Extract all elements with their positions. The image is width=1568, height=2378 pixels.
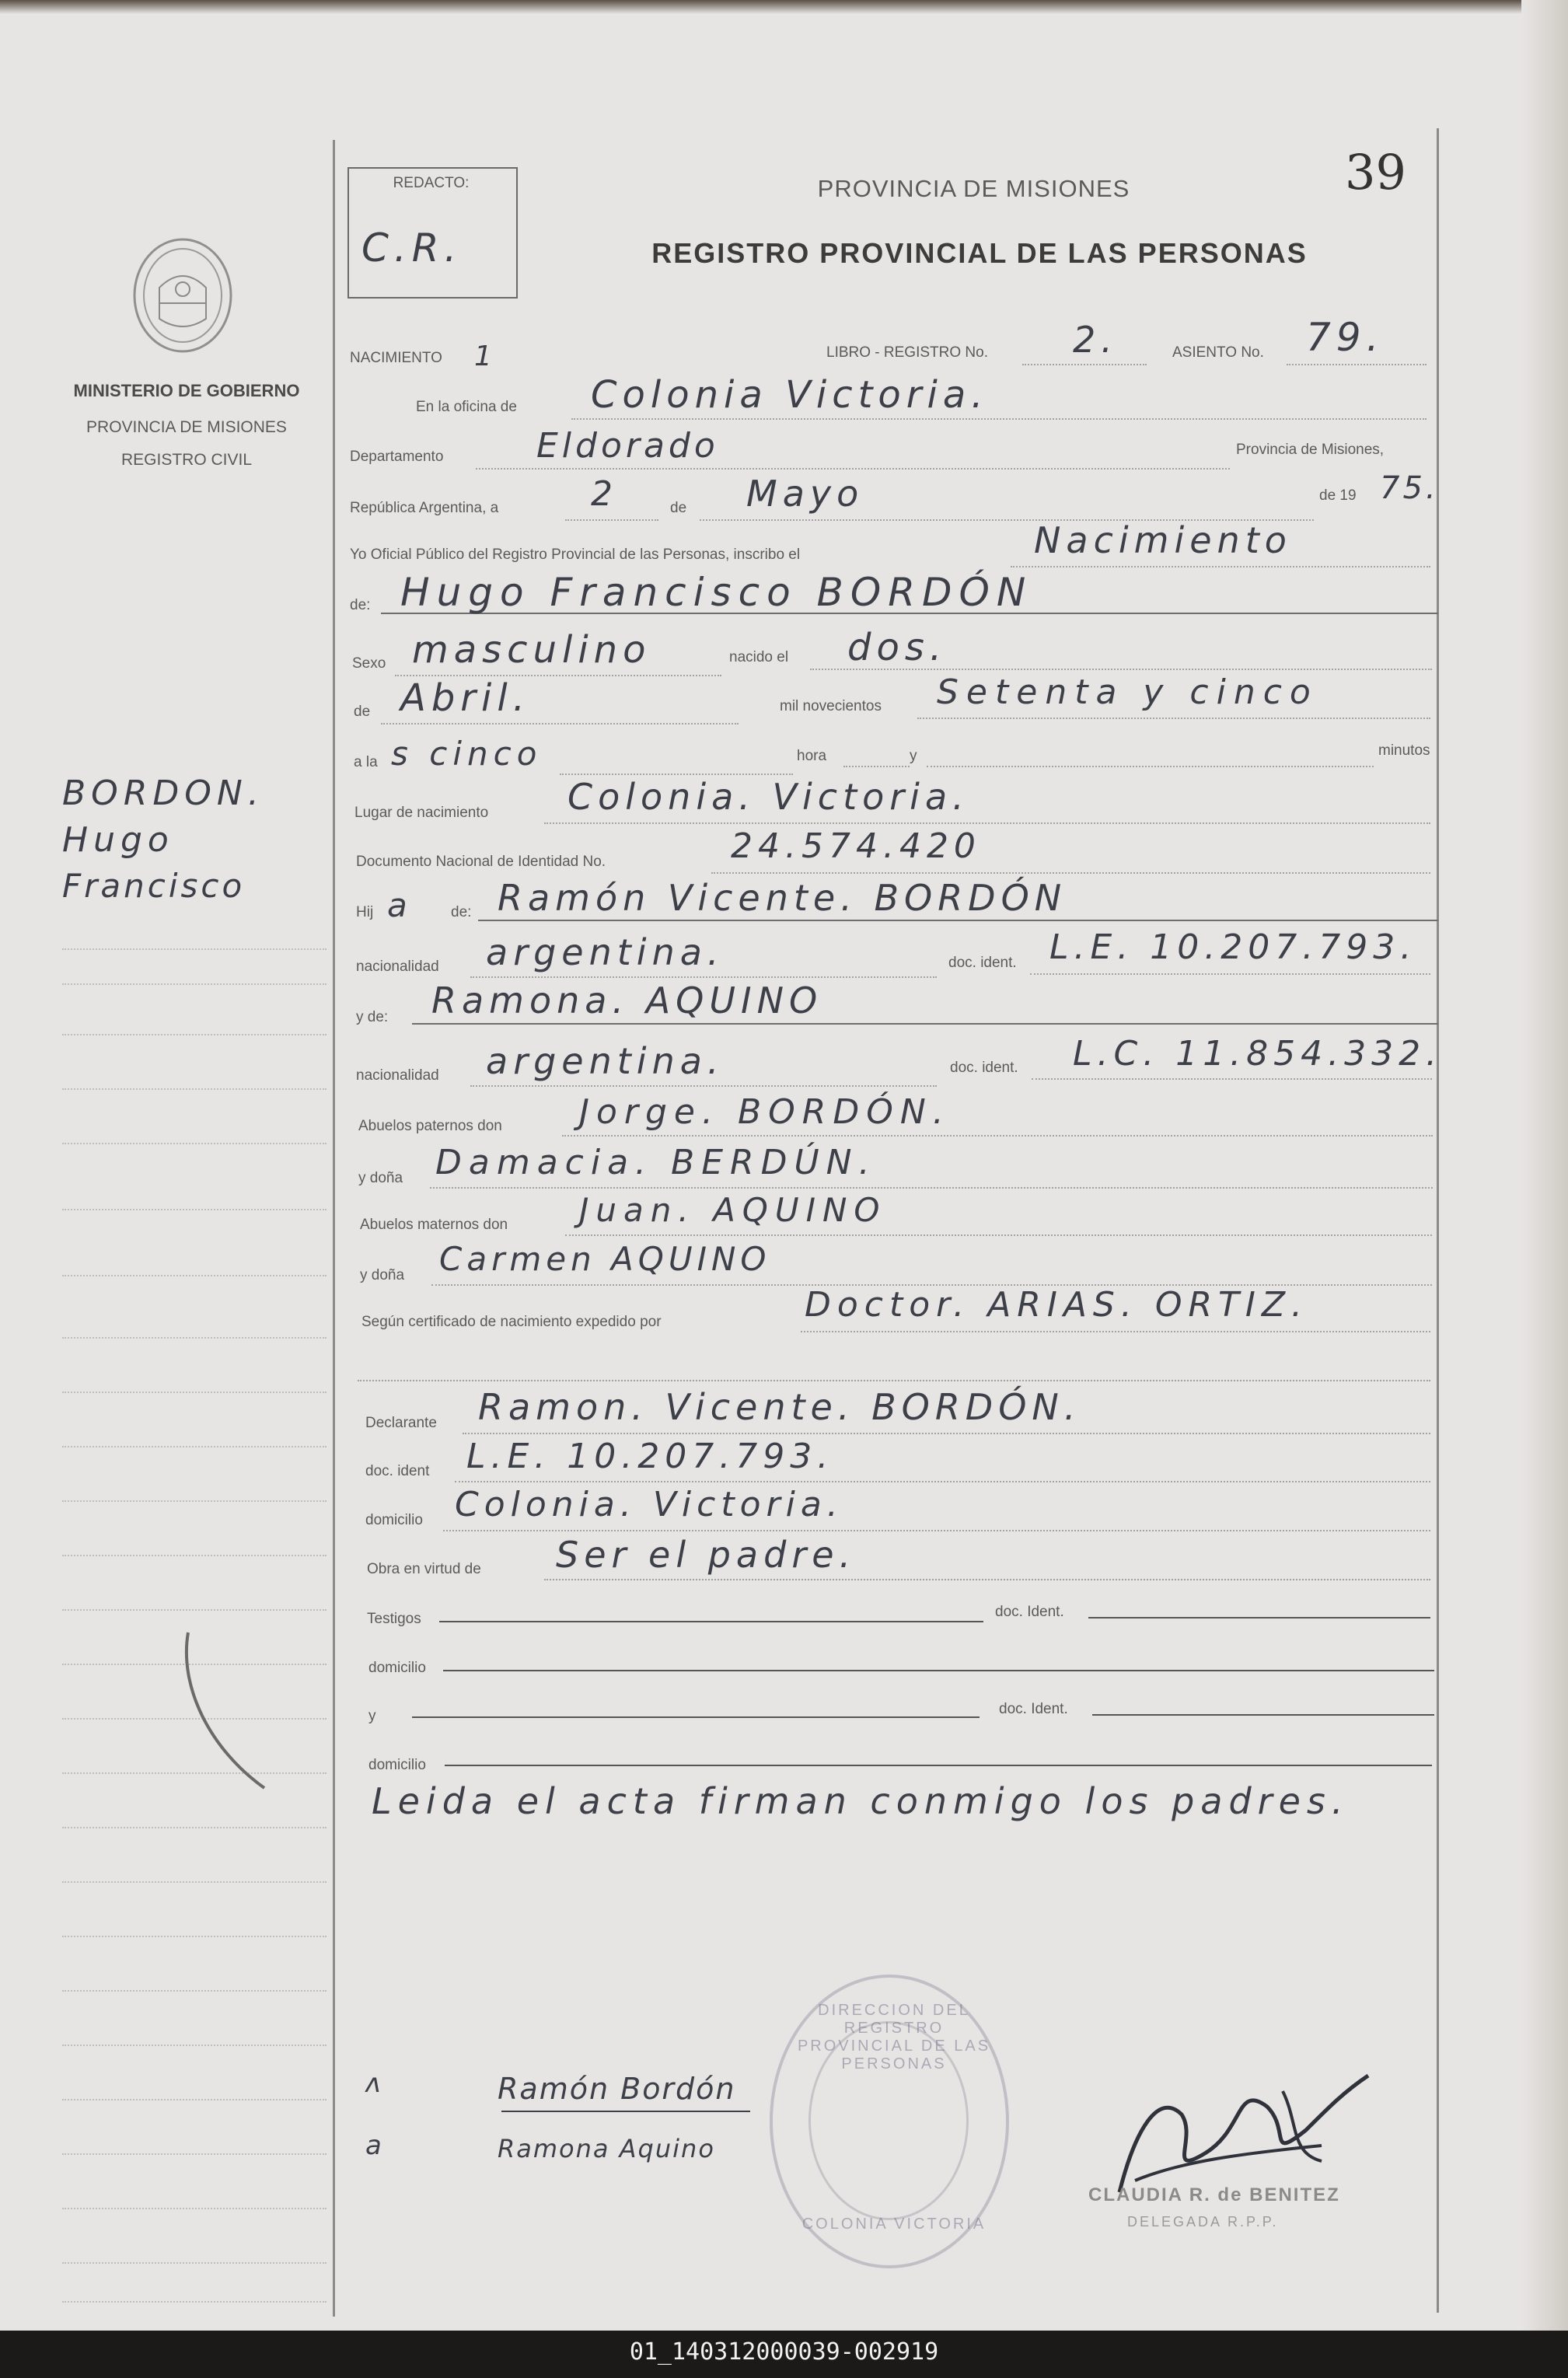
fecha-mes: Mayo <box>746 473 864 515</box>
dni-value: 24.574.420 <box>731 826 981 866</box>
republica-label: República Argentina, a <box>350 500 499 516</box>
testigo1-domicilio-line <box>443 1670 1434 1671</box>
margin-note-name: Hugo <box>62 820 174 860</box>
madre-name: Ramona. AQUINO <box>431 979 823 1021</box>
nacido-mes: Abril. <box>400 676 530 720</box>
minutos-line <box>927 766 1374 767</box>
de-mes-label: de <box>354 704 371 720</box>
testigo2-doc-label: doc. Ident. <box>999 1701 1068 1717</box>
hora-line2 <box>843 766 910 767</box>
stamp-text: DIRECCION DEL REGISTRO PROVINCIAL DE LAS PERSONAS <box>797 2002 991 2072</box>
fecha-anio: 75. <box>1380 470 1439 506</box>
testigo2-line <box>412 1716 980 1718</box>
abuelos-paternos-label: Abuelos paternos don <box>358 1118 502 1134</box>
official-title: DELEGADA R.P.P. <box>1127 2214 1279 2230</box>
de-label: de <box>670 500 687 516</box>
lugar-label: Lugar de nacimiento <box>354 805 489 821</box>
mil-value: Setenta y cinco <box>937 672 1318 712</box>
de-anio-label: de 19 <box>1319 487 1357 504</box>
y-de-label: y de: <box>356 1009 389 1025</box>
closing-statement: Leida el acta firman conmigo los padres. <box>372 1780 1350 1822</box>
registry-caption: REGISTRO CIVIL <box>120 451 253 469</box>
nacido-label: nacido el <box>729 649 789 665</box>
file-id: 01_140312000039-002919 <box>629 2338 939 2366</box>
madre-nac-label: nacionalidad <box>356 1067 439 1084</box>
certificado-label: Según certificado de nacimiento expedido por <box>361 1314 662 1330</box>
abuelo-paterno-line <box>562 1135 1433 1137</box>
padre-doc: L.E. 10.207.793. <box>1049 927 1417 967</box>
coat-of-arms-seal-icon <box>120 233 245 358</box>
province-header: PROVINCIA DE MISIONES <box>817 175 1130 202</box>
obra-value: Ser el padre. <box>556 1534 857 1576</box>
margin-note-second-name: Francisco <box>62 867 246 905</box>
father-signature: Ramón Bordón <box>498 2072 736 2106</box>
abuela-materna: Carmen AQUINO <box>439 1240 771 1278</box>
abuelo-materno: Juan. AQUINO <box>579 1191 887 1229</box>
declarante-domicilio: Colonia. Victoria. <box>455 1485 843 1524</box>
obra-line <box>544 1579 1430 1580</box>
oficina-value: Colonia Victoria. <box>591 373 989 417</box>
form-right-border <box>1437 128 1439 2313</box>
page-edge-mark <box>179 1617 288 1804</box>
mother-signature: Ramona Aquino <box>498 2134 715 2163</box>
asiento-label: ASIENTO No. <box>1172 344 1264 361</box>
declarante-doc-line <box>455 1481 1430 1482</box>
hora-value: s cinco <box>391 735 543 773</box>
mes-nac-line <box>381 723 739 725</box>
dia-line <box>565 519 658 521</box>
padre-doc-line <box>1030 973 1430 975</box>
blank-line <box>358 1380 1430 1381</box>
father-signature-underline <box>501 2111 750 2112</box>
padre-name: Ramón Vicente. BORDÓN <box>498 877 1067 919</box>
abuela-paterna: Damacia. BERDÚN. <box>435 1143 877 1182</box>
madre-doc-line <box>1032 1078 1432 1080</box>
stamp-town: COLONIA VICTORIA <box>801 2216 987 2233</box>
test-domicilio2-label: domicilio <box>368 1757 426 1773</box>
madre-nac-line <box>470 1085 937 1087</box>
declarante-line <box>463 1433 1430 1434</box>
form-left-border <box>333 140 335 2317</box>
page-number: 39 <box>1345 144 1406 201</box>
registry-title: REGISTRO PROVINCIAL DE LAS PERSONAS <box>651 237 1308 269</box>
hijo-label: Hij <box>356 904 374 920</box>
abuelo-paterno: Jorge. BORDÓN. <box>579 1092 951 1132</box>
declarante-label: Declarante <box>365 1415 437 1431</box>
domicilio-label: domicilio <box>365 1512 423 1528</box>
ministry-name: MINISTERIO DE GOBIERNO <box>73 381 300 400</box>
abuela-paterna-line <box>430 1187 1433 1189</box>
mil-label: mil novecientos <box>780 698 882 714</box>
y-label: y <box>910 748 917 764</box>
departamento-value: Eldorado <box>536 426 719 466</box>
margin-note-surname: BORDON. <box>62 773 264 813</box>
y-dona-label-1: y doña <box>358 1170 403 1186</box>
sexo-label: Sexo <box>352 655 386 672</box>
test-y-label: y <box>368 1708 376 1724</box>
signature-mark-1: ʌ <box>365 2068 387 2099</box>
oficial-label: Yo Oficial Público del Registro Provincial de las Personas, inscribo el <box>350 546 801 563</box>
test-domicilio-label: domicilio <box>368 1660 426 1676</box>
departamento-label: Departamento <box>350 449 444 465</box>
testigo2-doc-line <box>1092 1714 1434 1716</box>
signature-mark-2: a <box>365 2130 387 2161</box>
oficial-value: Nacimiento <box>1034 519 1292 561</box>
padre-line <box>478 920 1438 921</box>
y-dona-label-2: y doña <box>360 1267 405 1283</box>
domicilio-line <box>443 1530 1430 1531</box>
page-edge <box>1521 0 1568 2331</box>
declarante-value: Ramon. Vicente. BORDÓN. <box>478 1386 1081 1428</box>
de-nombre-label: de: <box>350 597 371 613</box>
certificado-value: Doctor. ARIAS. ORTIZ. <box>805 1285 1309 1325</box>
redacto-value: C.R. <box>361 225 463 271</box>
certificado-line <box>801 1331 1430 1332</box>
testigo2-domicilio-line <box>445 1765 1432 1766</box>
hijo-suffix: a <box>387 886 413 924</box>
libro-value: 2. <box>1073 319 1118 361</box>
fecha-dia: 2 <box>591 474 618 514</box>
abuelo-materno-line <box>565 1234 1432 1236</box>
sexo-value: masculino <box>412 628 651 672</box>
lugar-line <box>544 822 1430 824</box>
hijo-de-label: de: <box>451 904 472 920</box>
madre-line <box>412 1023 1438 1025</box>
madre-nac: argentina. <box>486 1040 725 1082</box>
libro-label: LIBRO - REGISTRO No. <box>826 344 988 361</box>
oficina-label: En la oficina de <box>416 399 517 415</box>
testigos-label: Testigos <box>367 1611 421 1627</box>
oficial-line <box>1011 566 1430 567</box>
asiento-line <box>1287 364 1427 365</box>
hora-prefix: a la <box>354 754 378 770</box>
doc-ident-label: doc. ident <box>365 1463 430 1479</box>
testigo1-doc-label: doc. Ident. <box>995 1604 1064 1620</box>
dni-line <box>711 872 1430 874</box>
testigo1-doc-line <box>1088 1617 1430 1619</box>
nacido-value: dos. <box>847 626 948 669</box>
official-name: CLAUDIA R. de BENITEZ <box>1088 2184 1340 2205</box>
dni-label: Documento Nacional de Identidad No. <box>356 854 606 870</box>
padre-nac-line <box>470 976 937 978</box>
nacimiento-number: 1 <box>474 340 498 372</box>
asiento-value: 79. <box>1306 315 1385 360</box>
hora-line <box>560 773 793 775</box>
departamento-line <box>476 468 1230 470</box>
abuelos-maternos-label: Abuelos maternos don <box>360 1217 508 1233</box>
redacto-label: REDACTO: <box>393 175 470 191</box>
testigo1-line <box>439 1621 983 1622</box>
hora-label: hora <box>797 748 827 764</box>
padre-nac-label: nacionalidad <box>356 959 439 975</box>
lugar-value: Colonia. Victoria. <box>567 776 969 818</box>
province-caption: PROVINCIA DE MISIONES <box>86 418 287 436</box>
padre-doc-label: doc. ident. <box>948 955 1017 971</box>
oficina-line <box>571 418 1427 420</box>
nacimiento-label: NACIMIENTO <box>350 350 442 366</box>
madre-doc: L.C. 11.854.332. <box>1073 1034 1443 1074</box>
obra-label: Obra en virtud de <box>367 1561 481 1577</box>
minutos-label: minutos <box>1378 742 1430 759</box>
madre-doc-label: doc. ident. <box>950 1060 1018 1076</box>
provincia-label: Provincia de Misiones, <box>1236 442 1385 458</box>
libro-line <box>1022 364 1147 365</box>
nombre: Hugo Francisco BORDÓN <box>400 570 1033 615</box>
padre-nac: argentina. <box>486 931 725 973</box>
mil-line <box>917 718 1430 719</box>
declarante-doc: L.E. 10.207.793. <box>466 1437 834 1476</box>
